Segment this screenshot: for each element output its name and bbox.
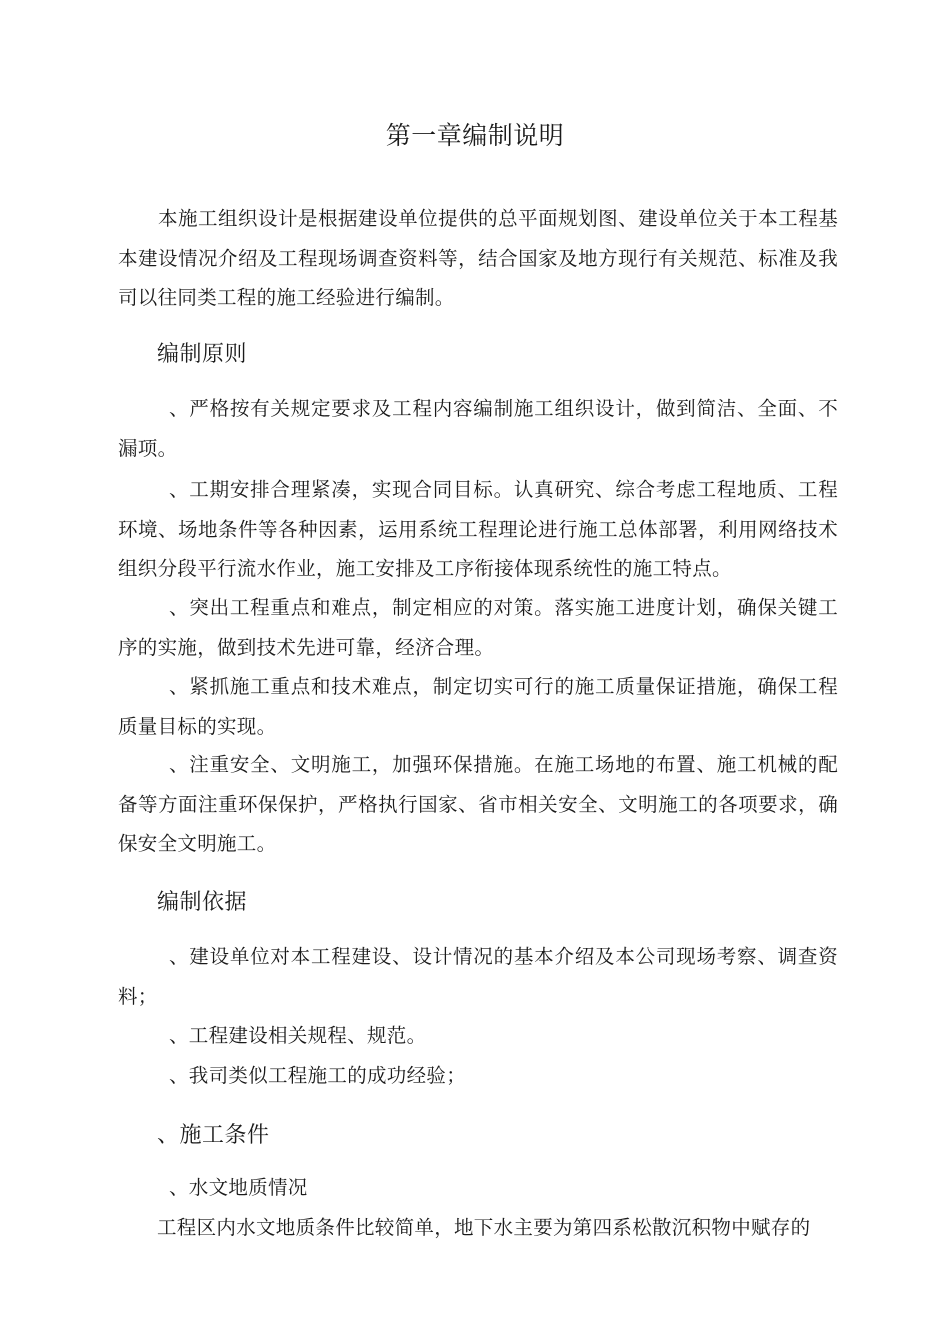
basis-item-3: 、我司类似工程施工的成功经验； bbox=[169, 1064, 467, 1087]
principles-heading: 编制原则 bbox=[157, 342, 248, 367]
principle-item-4: 、紧抓施工重点和技术难点，制定切实可行的施工质量保证措施，确保工程质量目标的实现。 bbox=[118, 675, 838, 738]
hydrogeology-text: 工程区内水文地质条件比较简单，地下水主要为第四系松散沉积物中赋存的 bbox=[157, 1216, 811, 1239]
basis-item-2: 、工程建设相关规程、规范。 bbox=[169, 1024, 427, 1047]
intro-paragraph: 本施工组织设计是根据建设单位提供的总平面规划图、建设单位关于本工程基本建设情况介绍及工程现场调查资料等，结合国家及地方现行有关规范、标准及我司以往同类工程的施工经验进行编制。 bbox=[118, 207, 838, 309]
conditions-heading: 、施工条件 bbox=[157, 1123, 270, 1148]
principle-item-5: 、注重安全、文明施工，加强环保措施。在施工场地的布置、施工机械的配备等方面注重环保保护，严格执行国家、省市相关安全、文明施工的各项要求，确保安全文明施工。 bbox=[118, 753, 838, 855]
basis-item-1: 、建设单位对本工程建设、设计情况的基本介绍及本公司现场考察、调查资料； bbox=[118, 945, 838, 1008]
chapter-title: 第一章编制说明 bbox=[385, 121, 565, 150]
principle-item-2: 、工期安排合理紧凑，实现合同目标。认真研究、综合考虑工程地质、工程环境、场地条件等各种因素，运用系统工程理论进行施工总体部署，利用网络技术组织分段平行流水作业，施工安排及工序衔接体现系统性的施工特点。 bbox=[118, 478, 838, 580]
hydrogeology-subheading: 、水文地质情况 bbox=[169, 1176, 308, 1199]
principle-item-1: 、严格按有关规定要求及工程内容编制施工组织设计，做到简洁、全面、不漏项。 bbox=[118, 397, 838, 460]
basis-heading: 编制依据 bbox=[157, 890, 248, 915]
principle-item-3: 、突出工程重点和难点，制定相应的对策。落实施工进度计划，确保关键工序的实施，做到技术先进可靠，经济合理。 bbox=[118, 596, 838, 659]
